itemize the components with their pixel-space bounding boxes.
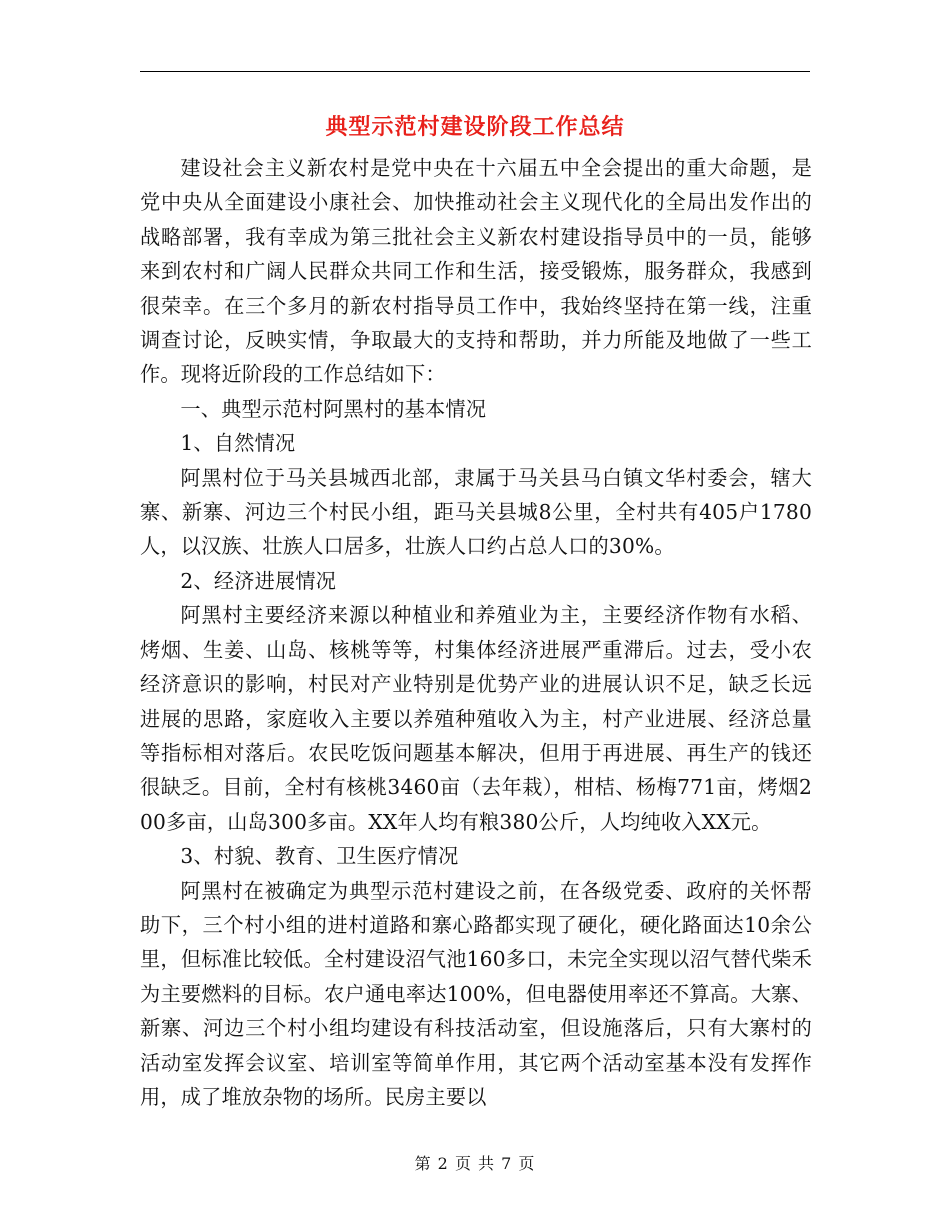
document-body — [140, 151, 812, 1114]
economy-paragraph: 阿黑村主要经济来源以种植业和养殖业为主，主要经济作物有水稻、烤烟、生姜、山岛、核桃等等，村集体经济进展严重滞后。过去，受小农经济意识的影响，村民对产业特别是优势产业的进展认识不足，缺乏长远进展的思路，家庭收入主要以养殖种殖收入为主，村产业进展、经济总量等指标相对落后。农民吃饭问题基本解决，但用于再进展、再生产的钱还很缺乏。目前，全村有核桃3460亩（去年栽），柑桔、杨梅771亩，烤烟200多亩，山岛300多亩。XX年人均有粮380公斤，人均纯收入XX元。 — [140, 603, 812, 834]
section-heading-basic-situation: 一、典型示范村阿黑村的基本情况 — [180, 396, 487, 421]
subsection-heading-natural: 1、自然情况 — [180, 431, 296, 456]
natural-situation-paragraph: 阿黑村位于马关县城西北部，隶属于马关县马白镇文华村委会，辖大寨、新寨、河边三个村民小组，距马关县城8公里，全村共有405户1780人，以汉族、壮族人口居多，壮族人口约占总人口的30%。 — [140, 465, 812, 559]
document-title: 典型示范村建设阶段工作总结 — [325, 114, 625, 140]
village-paragraph: 阿黑村在被确定为典型示范村建设之前，在各级党委、政府的关怀帮助下，三个村小组的进村道路和寨心路都实现了硬化，硬化路面达10余公里，但标准比较低。全村建设沼气池160多口，未完全实现以沼气替代柴禾为主要燃料的目标。农户通电率达100%，但电器使用率还不算高。大寨、新寨、河边三个村小组均建设有科技活动室，但设施落后，只有大寨村的活动室发挥会议室、培训室等简单作用，其它两个活动室基本没有发挥作用，成了堆放杂物的场所。民房主要以 — [140, 878, 812, 1109]
page-number: 第 2 页 共 7 页 — [414, 1154, 536, 1173]
header-rule — [140, 71, 810, 72]
subsection-heading-village: 3、村貌、教育、卫生医疗情况 — [180, 844, 459, 869]
intro-paragraph: 建设社会主义新农村是党中央在十六届五中全会提出的重大命题，是党中央从全面建设小康社会、加快推动社会主义现代化的全局出发作出的战略部署，我有幸成为第三批社会主义新农村建设指导员中的一员，能够来到农村和广阔人民群众共同工作和生活，接受锻炼，服务群众，我感到很荣幸。在三个多月的新农村指导员工作中，我始终坚持在第一线，注重调查讨论，反映实情，争取最大的支持和帮助，并力所能及地做了一些工作。现将近阶段的工作总结如下： — [140, 156, 812, 387]
subsection-heading-economy: 2、经济进展情况 — [180, 568, 337, 593]
